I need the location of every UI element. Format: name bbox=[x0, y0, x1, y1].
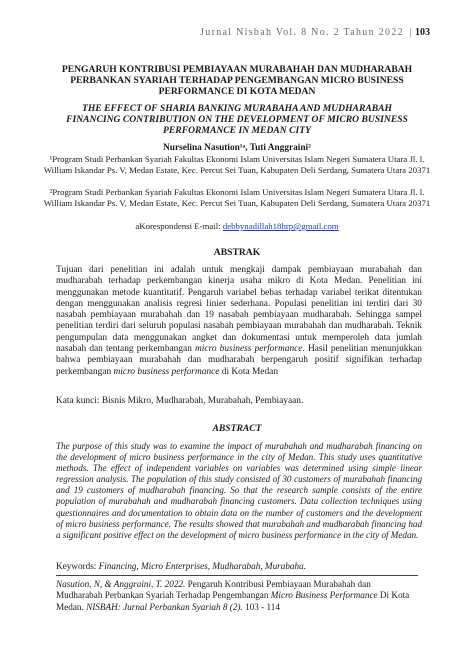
keywords-values: Financing, Micro Enterprises, Mudharabah, Murabaha. bbox=[98, 561, 307, 571]
affiliation-1: ¹Program Studi Perbankan Syariah Fakultas Ekonomi Islam Universitas Islam Negeri Sumatera Utara Jl. l. William Iskandar Ps. V, Medan Estate, Kec. Percut Sei Tuan, Kabupaten Deli Serdang, Sumatera Utara 20371 bbox=[43, 154, 431, 175]
citation-journal: NISBAH: Jurnal Perbankan Syariah 8 (2). bbox=[86, 601, 243, 612]
abstrak-term-2: micro business performance bbox=[113, 366, 220, 377]
kata-kunci: Kata kunci: Bisnis Mikro, Mudharabah, Murabahah, Pembiayaan. bbox=[56, 396, 304, 406]
abstrak-term-1: micro business performance bbox=[195, 344, 303, 355]
keywords bbox=[56, 561, 422, 571]
abstrak-text-1: Tujuan dari penelitian ini adalah untuk mengkaji dampak pembiayaan murabahah dan mudharabah terhadap perkembangan kinerja usaha mikro di Kota Medan. Penelitian ini menggunakan metode kuantitatif. Pengaruh variabel bebas terhadap variabel terikat ditentukan dengan menggunakan analisis regresi linier sederhana. Populasi penelitian ini terdiri dari 30 nasabah pembiayaan murabahah dan 19 nasabah pembiayaan mudharabah. Sehingga sampel penelitian terdiri dari seluruh populasi nasabah pembiayaan murabahah dan mudharabah. Teknik pengumpulan data menggunakan angket dan dokumentasi untuk memperoleh data jumlah nasabah dan tentang perkembangan bbox=[56, 265, 422, 355]
author-list: Nurselina Nasution¹ᵃ, Tuti Anggraini² bbox=[163, 143, 311, 153]
header-separator: | bbox=[409, 27, 413, 38]
abstrak-body bbox=[56, 265, 422, 378]
citation-location: Di Kota Medan. bbox=[56, 590, 410, 612]
keywords-label: Keywords: bbox=[56, 561, 99, 571]
correspondence bbox=[40, 221, 434, 231]
paper-title-indonesian: PENGARUH KONTRIBUSI PEMBIAYAAN MURABAHAH DAN MUDHARABAH PERBANKAN SYARIAH TERHADAP PENGEMBANGAN MICRO BUSINESS PERFORMANCE DI KOTA MEDAN bbox=[61, 64, 413, 97]
correspondence-label: aKorespondensi E-mail: bbox=[135, 221, 223, 231]
correspondence-email-link[interactable]: debbynadillah18hrp@gmail.com bbox=[222, 221, 339, 231]
citation-divider bbox=[56, 575, 418, 576]
abstract-heading: ABSTRACT bbox=[212, 423, 262, 434]
affiliation-2: ²Program Studi Perbankan Syariah Fakultas Ekonomi Islam Universitas Islam Negeri Sumatera Utara Jl. l. William Iskandar Ps. V, Medan Estate, Kec. Percut Sei Tuan, Kabupaten Deli Serdang, Sumatera Utara 20371 bbox=[43, 187, 431, 208]
citation-authors: Nasution, N, & Anggraini, T. 2022. bbox=[56, 579, 186, 589]
abstrak-heading: ABSTRAK bbox=[213, 247, 261, 258]
paper-title-english: THE EFFECT OF SHARIA BANKING MURABAHA AND MUDHARABAH FINANCING CONTRIBUTION ON THE DEVELOPMENT OF MICRO BUSINESS PERFORMANCE IN MEDAN CITY bbox=[66, 103, 408, 136]
abstrak-text-2: . Hasil penelitian menunjukkan bahwa pembiayaan murabahah dan mudharabah berpengaruh positif signifikan terhadap perkembangan bbox=[56, 344, 422, 377]
citation-term: Micro Business Performance bbox=[270, 590, 378, 601]
page-number: 103 bbox=[415, 27, 430, 38]
abstract-body: The purpose of this study was to examine the impact of murabahah and mudharabah financing on the development of micro business performance in the city of Medan. This study uses quantitative methods. The effect of independent variables on variables was determined using simple linear regression analysis. The population of this study consisted of 30 customers of murabahah financing and 19 customers of mudharabah financing. So that the research sample consists of the entire population of murabahah and mudharabah financing customers. Data collection techniques using questionnaires and documentation to obtain data on the number of customers and the development of micro business performance. The results showed that murabahah and mudharabah financing had a significant positive effect on the development of micro business performance in the city of Medan. bbox=[56, 441, 422, 540]
citation-title: Pengaruh Kontribusi Pembiayaan Murabahah dan Mudharabah Perbankan Syariah Terhadap Pengembangan bbox=[56, 579, 371, 601]
running-header bbox=[200, 27, 430, 38]
abstrak-text-3: di Kota Medan bbox=[219, 366, 279, 377]
citation-block bbox=[56, 579, 418, 613]
journal-name: Jurnal Nisbah Vol. 8 No. 2 Tahun 2022 bbox=[200, 27, 404, 38]
citation-pages: 103 - 114 bbox=[242, 601, 280, 612]
